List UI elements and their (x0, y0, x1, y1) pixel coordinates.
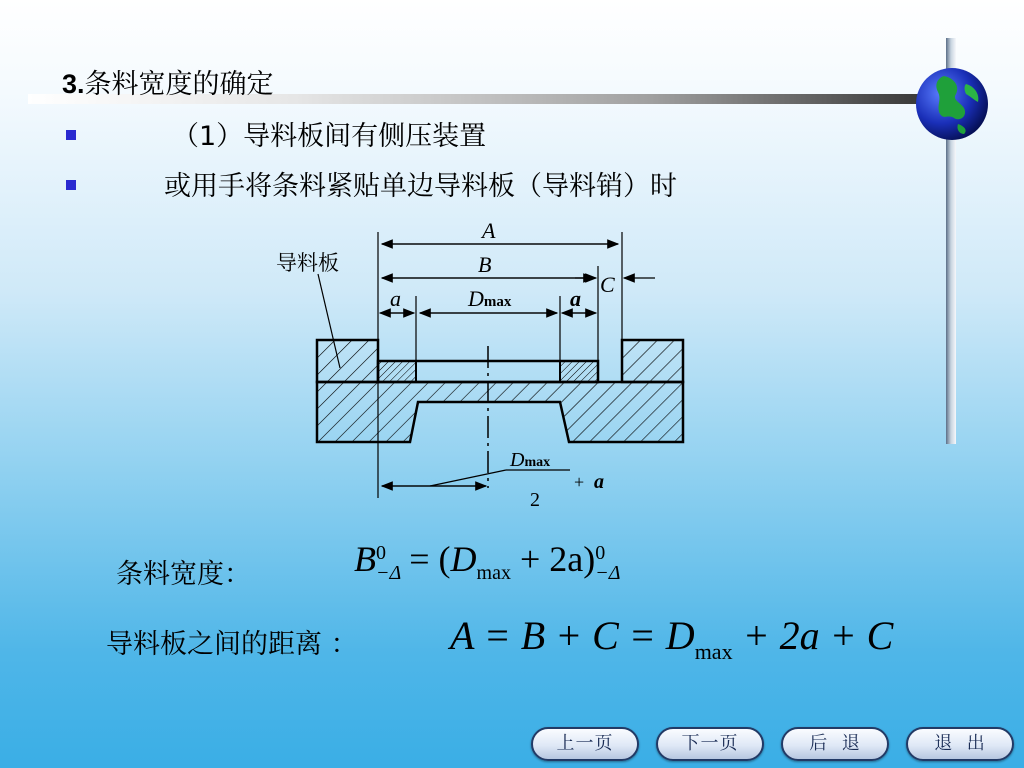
width-formula (354, 538, 620, 583)
base-plate (317, 382, 683, 442)
bullet-text-2: 或用手将条料紧贴单边导料板（导料销）时 (164, 171, 677, 202)
right-guide-plate (622, 340, 683, 382)
distance-formula-left: A = B + C = D (450, 613, 695, 658)
label-bottom-D: Dmax (510, 449, 551, 471)
formula-B-sup: 0 (376, 541, 386, 564)
back-button[interactable]: 后 退 (781, 727, 889, 761)
width-formula-label: 条料宽度： (116, 559, 251, 590)
label-C: C (600, 272, 615, 297)
exit-button[interactable]: 退 出 (906, 727, 1014, 761)
bullet-marker (66, 180, 76, 190)
prev-page-button[interactable]: 上一页 (531, 727, 639, 761)
formula-rest: + 2a) (519, 539, 596, 579)
heading-number: 3. (62, 69, 85, 99)
distance-formula-right: + 2a + C (742, 613, 894, 658)
label-guide-plate: 导料板 (276, 251, 339, 275)
formula-sub: −Δ (595, 561, 621, 584)
bullet-text-1: （1）导料板间有侧压装置 (172, 121, 487, 152)
globe-icon (914, 66, 990, 142)
distance-formula-label: 导料板之间的距离 ： (106, 629, 358, 660)
left-guide-plate (317, 340, 378, 382)
formula-D: D (450, 539, 477, 579)
heading-text: 条料宽度的确定 (84, 69, 274, 100)
distance-formula (450, 612, 894, 664)
formula-B-sub: −Δ (376, 561, 402, 584)
label-B: B (478, 252, 492, 277)
formula-D-max: max (476, 562, 511, 584)
label-a-right: a (570, 286, 581, 311)
guide-plate-diagram (270, 218, 710, 518)
slide-heading (62, 62, 274, 101)
formula-B: B (354, 539, 376, 579)
label-bottom-denominator: 2 (530, 489, 540, 511)
formula-sup: 0 (595, 541, 606, 564)
formula-eq: = ( (409, 539, 451, 579)
bullet-marker (66, 130, 76, 140)
label-D: Dmax (468, 286, 512, 311)
next-page-button[interactable]: 下一页 (656, 727, 764, 761)
label-a-left: a (390, 286, 401, 311)
label-bottom-plus: + (574, 472, 585, 492)
distance-formula-max: max (694, 639, 733, 664)
label-bottom-a: a (594, 471, 604, 493)
label-A: A (482, 218, 496, 243)
